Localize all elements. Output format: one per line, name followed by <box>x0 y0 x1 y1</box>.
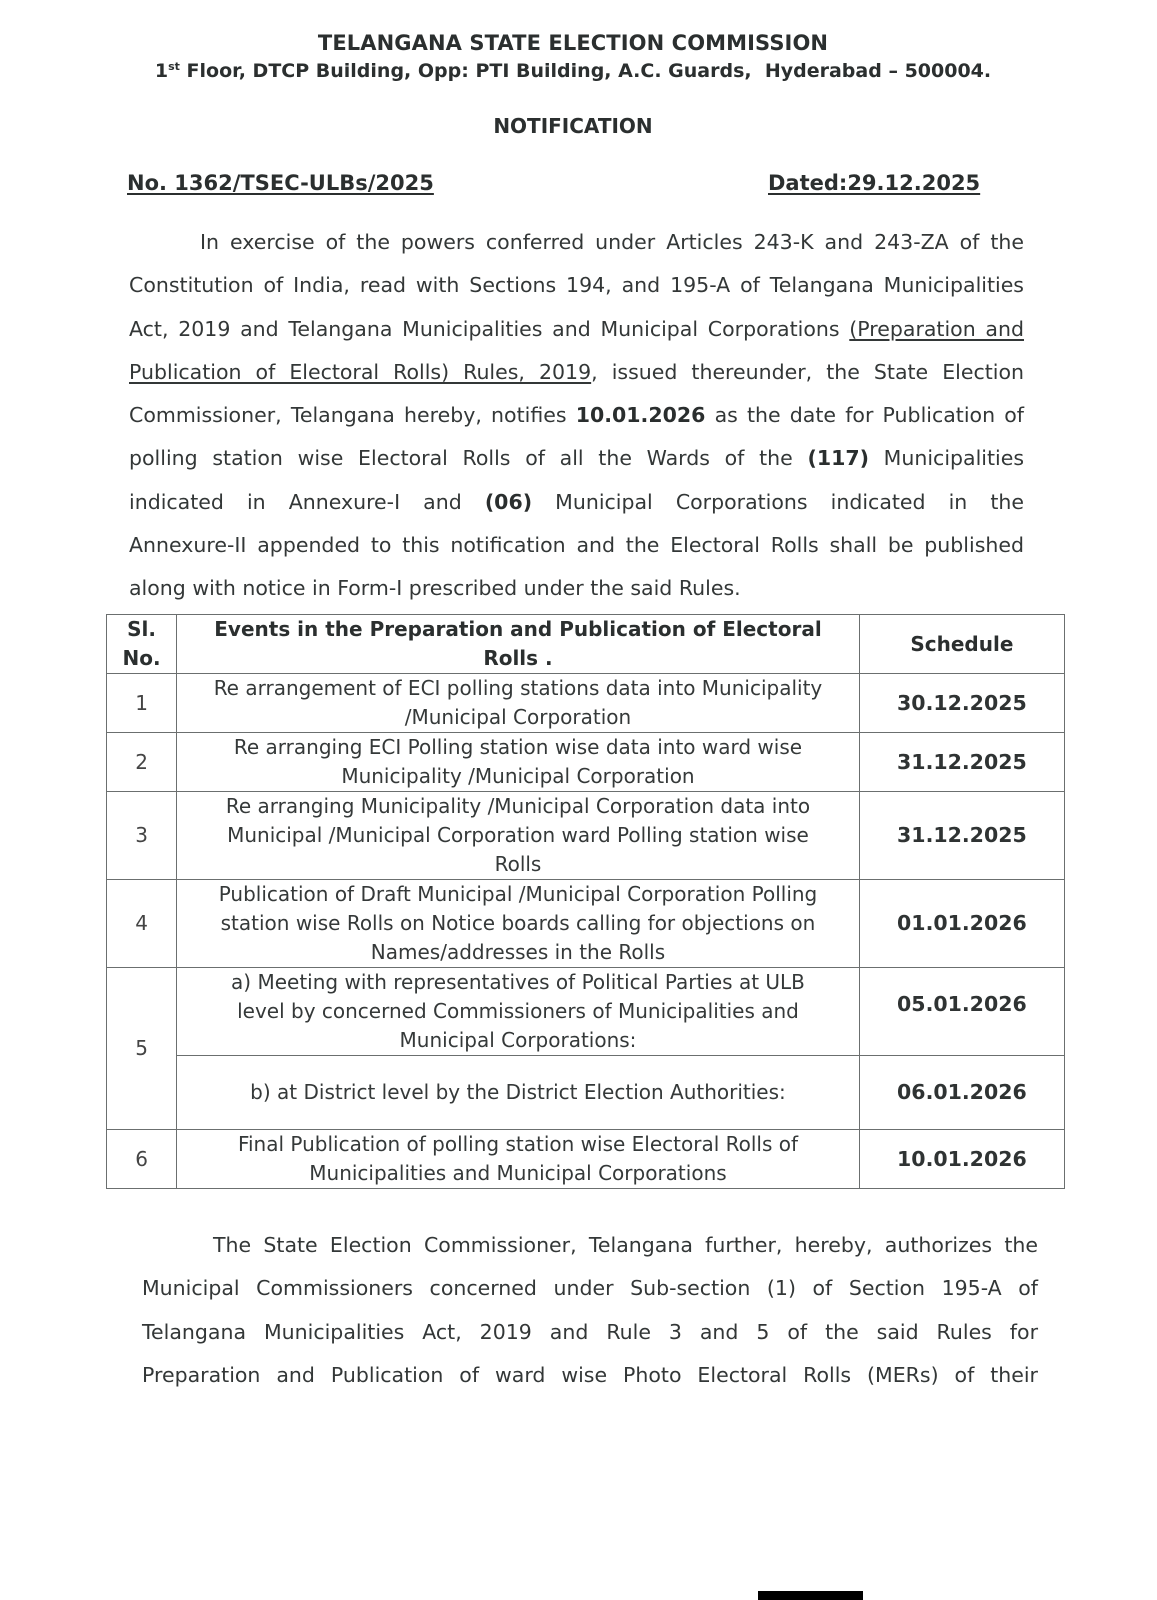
rules-reference: (Preparation and <box>849 316 1024 341</box>
row-sl-no: 2 <box>107 733 177 792</box>
row-event: Re arranging Municipality /Municipal Corporation data into Municipal /Municipal Corporation ward Polling station wise Rolls <box>177 792 860 880</box>
preamble-paragraph <box>129 221 1024 611</box>
paragraph-line: along with notice in Form-I prescribed under the said Rules. <box>129 576 741 601</box>
table-row <box>107 733 1065 792</box>
row-event: Re arrangement of ECI polling stations data into Municipality /Municipal Corporation <box>177 674 860 733</box>
row-schedule-date: 01.01.2026 <box>859 880 1064 968</box>
table-row <box>107 880 1065 968</box>
document-heading: NOTIFICATION <box>493 114 653 138</box>
column-header-sl-no: Sl. No. <box>107 615 177 674</box>
paragraph-line: The State Election Commissioner, Telangana further, hereby, authorizes the <box>213 1233 1038 1257</box>
row-schedule-date: 06.01.2026 <box>859 1056 1064 1130</box>
address-floor-suffix: st <box>168 60 180 73</box>
row-sl-no: 3 <box>107 792 177 880</box>
column-header-schedule: Schedule <box>859 615 1064 674</box>
organization-address <box>0 60 1146 82</box>
paragraph-line: Annexure-II appended to this notification and the Electoral Rolls shall be published <box>129 533 1024 558</box>
row-schedule-date: 05.01.2026 <box>859 968 1064 1056</box>
row-event: a) Meeting with representatives of Political Parties at ULB level by concerned Commissioners of Municipalities and Municipal Corporations: <box>177 968 860 1056</box>
paragraph-line: Act, 2019 and Telangana Municipalities and Municipal Corporations (Preparation and <box>129 316 1024 341</box>
page-edge-bar <box>758 1591 863 1600</box>
paragraph-line: In exercise of the powers conferred under Articles 243-K and 243-ZA of the <box>200 230 1024 254</box>
row-event: Final Publication of polling station wise Electoral Rolls of Municipalities and Municipal Corporations <box>177 1130 860 1189</box>
schedule-table <box>106 614 1065 1189</box>
row-schedule-date: 31.12.2025 <box>859 733 1064 792</box>
row-sl-no: 4 <box>107 880 177 968</box>
table-row <box>107 1130 1065 1189</box>
row-event: Re arranging ECI Polling station wise data into ward wise Municipality /Municipal Corporation <box>177 733 860 792</box>
paragraph-line: Preparation and Publication of ward wise Photo Electoral Rolls (MERs) of their <box>142 1362 1038 1387</box>
row-schedule-date: 31.12.2025 <box>859 792 1064 880</box>
paragraph-line: Telangana Municipalities Act, 2019 and Rule 3 and 5 of the said Rules for <box>142 1319 1038 1344</box>
authorization-paragraph <box>142 1224 1038 1397</box>
column-header-event: Events in the Preparation and Publication of Electoral Rolls . <box>177 615 860 674</box>
publication-date: 10.01.2026 <box>575 403 706 428</box>
table-row <box>107 968 1065 1056</box>
row-sl-no: 1 <box>107 674 177 733</box>
paragraph-line: indicated in Annexure-I and (06) Municipal Corporations indicated in the <box>129 489 1024 514</box>
row-event: b) at District level by the District Election Authorities: <box>177 1056 860 1130</box>
table-row <box>107 1056 1065 1130</box>
municipalities-count: (117) <box>807 446 869 471</box>
address-text: Floor, DTCP Building, Opp: PTI Building, A.C. Guards, Hyderabad – 500004. <box>179 60 992 82</box>
table-row <box>107 792 1065 880</box>
notification-date: Dated:29.12.2025 <box>768 171 981 195</box>
address-floor-number: 1 <box>154 60 169 82</box>
row-schedule-date: 10.01.2026 <box>859 1130 1064 1189</box>
paragraph-line: Commissioner, Telangana hereby, notifies 10.01.2026 as the date for Publication of <box>129 403 1024 428</box>
row-sl-no: 5 <box>107 968 177 1130</box>
organization-title: TELANGANA STATE ELECTION COMMISSION <box>317 31 829 55</box>
row-event: Publication of Draft Municipal /Municipal Corporation Polling station wise Rolls on Notice boards calling for objections on Names/addresses in the Rolls <box>177 880 860 968</box>
paragraph-line: polling station wise Electoral Rolls of all the Wards of the (117) Municipalities <box>129 446 1025 471</box>
paragraph-line: Publication of Electoral Rolls) Rules, 2019, issued thereunder, the State Election <box>129 359 1024 384</box>
rules-reference: Publication of Electoral Rolls) Rules, 2019 <box>129 359 592 384</box>
corporations-count: (06) <box>484 489 533 514</box>
row-schedule-date: 30.12.2025 <box>859 674 1064 733</box>
paragraph-line: Constitution of India, read with Sections 194, and 195-A of Telangana Municipalities <box>129 273 1024 298</box>
paragraph-line: Municipal Commissioners concerned under Sub-section (1) of Section 195-A of <box>142 1276 1038 1301</box>
table-row <box>107 674 1065 733</box>
table-header-row <box>107 615 1065 674</box>
reference-number: No. 1362/TSEC-ULBs/2025 <box>127 171 434 195</box>
row-sl-no: 6 <box>107 1130 177 1189</box>
